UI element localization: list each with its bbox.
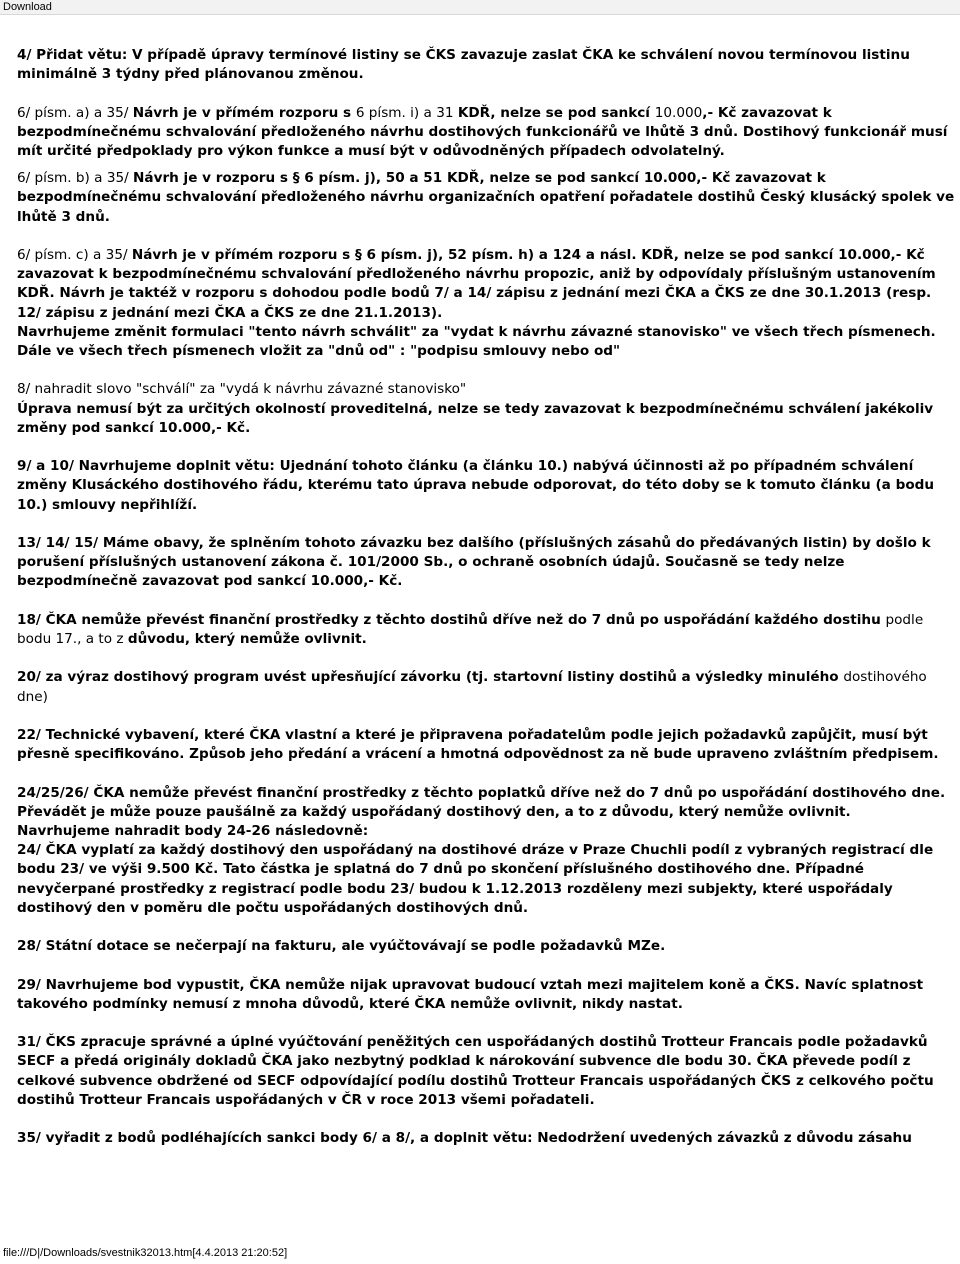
paragraph-9-10: 9/ a 10/ Navrhujeme doplnit větu: Ujednání tohoto článku (a článku 10.) nabývá účinnosti až po případném schválení změny Klusáckého dostihového řádu, kterému tato úprava nebude odporovat, do této doby se k tomuto článku (a bodu 10.) smlouvy nepřihlíží. (17, 458, 935, 513)
paragraph-6c (17, 246, 957, 323)
paragraph-text: Návrh je v přímém rozporu s (132, 104, 356, 121)
paragraph-text: důvodu, který nemůže ovlivnit. (127, 631, 367, 647)
paragraph-prefix: 6/ písm. b) a 35/ (17, 170, 134, 187)
document-body (17, 46, 957, 1168)
paragraph-6c-proposal: Navrhujeme změnit formulaci "tento návrh schválit" za "vydat k návrhu závazné stanovisko" ve všech třech písmenech. Dále ve všech třech písmenech vložit za "dnů od" : "podpisu smlouvy nebo od" (17, 323, 936, 360)
page-footer-path: file:///D|/Downloads/svestnik32013.htm[4.4.2013 21:20:52] (3, 1247, 288, 1259)
paragraph-text: KDŘ, nelze se pod sankcí (457, 104, 655, 121)
download-link[interactable]: Download (3, 1, 52, 13)
paragraph-text: 18/ ČKA nemůže převést finanční prostředky z těchto dostihů dříve než do 7 dnů po uspořádání každého dostihu (17, 611, 886, 628)
paragraph-prefix: 6/ písm. c) a 35/ (17, 247, 132, 263)
paragraph-24-26: 24/25/26/ ČKA nemůže převést finanční prostředky z těchto poplatků dříve než do 7 dnů po uspořádání dostihového dne. Převádět je může pouze paušálně za každý uspořádaný dostihový den, a to z důvodu, který nemůže ovlivnit. (17, 784, 946, 820)
paragraph-28: 28/ Státní dotace se nečerpají na fakturu, ale vyúčtovávají se podle požadavků MZe. (17, 938, 666, 955)
paragraph-24-26-proposal: Navrhujeme nahradit body 24-26 následovně: (17, 822, 369, 839)
paragraph-text: 20/ za výraz dostihový program uvést upřesňující závorku (tj. startovní listiny dostihů a výsledky minulého (17, 669, 844, 686)
paragraph-text: dostihového dne) (17, 669, 927, 705)
paragraph-29: 29/ Navrhujeme bod vypustit, ČKA nemůže nijak upravovat budoucí vztah mezi majitelem koně a ČKS. Navíc splatnost takového podmínky nemusí z mnoha důvodů, které ČKA nemůže ovlivnit, nikdy nastat. (17, 976, 924, 1012)
paragraph-20 (17, 668, 957, 706)
paragraph-text: Návrh je v rozporu s § 6 písm. j), 50 a 51 KDŘ, nelze se pod sankcí 10.000,- Kč zavazovat k bezpodmínečnému schvalování předloženého návrhu organizačních opatření pořadatele dostihů Český klusácký spolek ve lhůtě 3 dnů. (17, 170, 955, 225)
paragraph-18 (17, 611, 957, 649)
paragraph-prefix: 6/ písm. a) a 35/ (17, 104, 133, 121)
paragraph-text: podle bodu 17., a to z (17, 611, 924, 647)
paragraph-text: 6 písm. i) a 31 (355, 104, 458, 121)
paragraph-text: 10.000 (654, 104, 703, 121)
paragraph-6a (17, 104, 957, 162)
paragraph-text: Návrh je v přímém rozporu s § 6 písm. j), 52 písm. h) a 124 a násl. KDŘ, nelze se pod sankcí 10.000,- Kč zavazovat k bezpodmínečnému schvalování předloženého návrhu propozic, aniž by odpovídaly příslušným ustanovením KDŘ. Návrh je taktéž v rozporu s dohodou podle bodů 7/ a 14/ zápisu z jednání mezi ČKA a ČKS ze dne 30.1.2013 (resp. 12/ zápisu z jednání mezi ČKA a ČKS ze dne 21.1.2013). (17, 247, 936, 321)
paragraph-prefix: 8/ nahradit slovo "schválí" za "vydá k návrhu závazné stanovisko" (17, 381, 467, 398)
paragraph-24-new: 24/ ČKA vyplatí za každý dostihový den uspořádaný na dostihové dráze v Praze Chuchli podíl z vybraných registrací dle bodu 23/ ve výši 9.500 Kč. Tato částka je splatná do 7 dnů po skončení příslušného dostihového dne. Případné nevyčerpané prostředky z registrací podle bodu 23/ budou k 1.12.2013 rozděleny mezi subjekty, které uspořádaly dostihový den v poměru dle počtu uspořádaných dostihových dnů. (17, 842, 934, 916)
paragraph-8-heading (17, 380, 957, 399)
paragraph-4: 4/ Přidat větu: V případě úpravy termínové listiny se ČKS zavazuje zaslat ČKA ke schválení novou termínovou listinu minimálně 3 týdny před plánovanou změnou. (17, 47, 910, 83)
paragraph-text: ,- Kč zavazovat k bezpodmínečnému schvalování předloženého návrhu dostihových funkcionářů ve lhůtě 3 dnů. Dostihový funkcionář musí mít určité předpoklady pro výkon funkce a musí být v odůvodněných případech odvolatelný. (17, 104, 948, 159)
paragraph-22: 22/ Technické vybavení, které ČKA vlastní a které je připravena pořadatelům podle jejich požadavků zapůjčit, musí být přesně specifikováno. Způsob jeho předání a vrácení a hmotná odpovědnost za ně bude upraveno zvláštním předpisem. (17, 726, 939, 763)
paragraph-35: 35/ vyřadit z bodů podléhajících sankci body 6/ a 8/, a doplnit větu: Nedodržení uvedených závazků z důvodu zásahu (17, 1130, 912, 1147)
paragraph-8: Úprava nemusí být za určitých okolností proveditelná, nelze se tedy zavazovat k bezpodmínečnému schválení jakékoliv změny pod sankcí 10.000,- Kč. (17, 400, 934, 436)
paragraph-31: 31/ ČKS zpracuje správné a úplné vyúčtování peněžitých cen uspořádaných dostihů Trotteur Francais podle požadavků SECF a předá originály dokladů ČKA jako nezbytný podklad k nárokování subvence dle bodu 30. ČKA převede podíl z celkové subvence obdržené od SECF odpovídající podílu dostihů Trotteur Francais uspořádaných ČKS z celkového počtu dostihů Trotteur Francais uspořádaných v ČR v roce 2013 všemi pořadateli. (17, 1034, 934, 1108)
paragraph-13-15: 13/ 14/ 15/ Máme obavy, že splněním tohoto závazku bez dalšího (příslušných zásahů do předávaných listin) by došlo k porušení příslušných ustanovení zákona č. 101/2000 Sb., o ochraně osobních údajů. Současně se tedy nelze bezpodmínečně zavazovat pod sankcí 10.000,- Kč. (17, 535, 931, 590)
browser-toolbar (0, 0, 960, 15)
paragraph-6b (17, 169, 957, 227)
